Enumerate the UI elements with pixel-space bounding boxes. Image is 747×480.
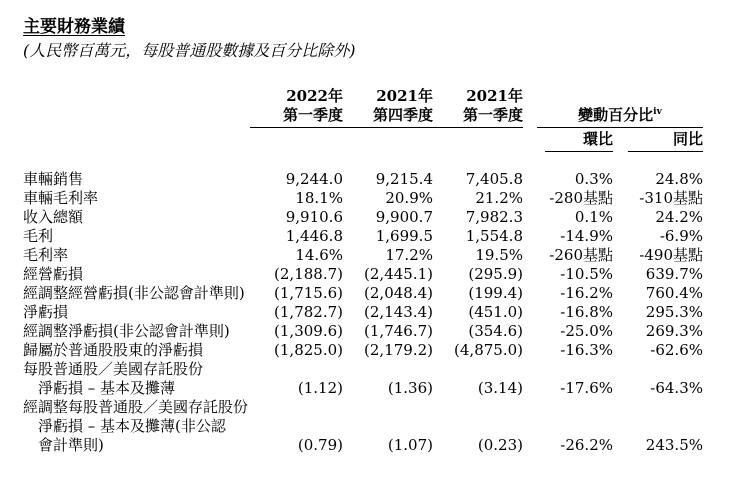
value-2022-q1: (1,782.7)	[274, 303, 343, 321]
value-yoy: -6.9%	[659, 227, 703, 245]
row-label: 收入總額	[23, 208, 84, 226]
value-2021-q1: (0.23)	[477, 436, 523, 454]
value-2021-q1: (354.6)	[468, 322, 523, 340]
value-2022-q1: (1,825.0)	[274, 341, 343, 359]
value-qoq: -16.2%	[560, 284, 613, 302]
header-quarter: 第一季度	[430, 106, 523, 128]
section-subtitle: (人民幣百萬元，每股普通股數據及百分比除外)	[23, 41, 356, 60]
value-2021-q4: (2,445.1)	[364, 265, 433, 283]
table-row	[0, 322, 747, 341]
value-qoq: 0.1%	[574, 208, 613, 226]
row-label: 歸屬於普通股股東的淨虧損	[23, 341, 204, 359]
value-qoq: -16.3%	[560, 341, 613, 359]
value-2021-q1: 21.2%	[475, 189, 523, 207]
table-row	[0, 265, 747, 284]
header-yoy	[620, 130, 703, 152]
value-2022-q1: 18.1%	[295, 189, 343, 207]
value-2021-q4: 1,699.5	[375, 227, 433, 245]
value-2021-q1: 19.5%	[475, 246, 523, 264]
value-yoy: 639.7%	[645, 265, 703, 283]
header-year: 2021年	[466, 87, 523, 105]
value-2021-q4: (2,143.4)	[364, 303, 433, 321]
header-year: 2021年	[376, 87, 433, 105]
row-label: 經調整每股普通股／美國存託股份	[23, 398, 249, 416]
value-qoq: -280基點	[549, 189, 613, 207]
value-2021-q4: (1.36)	[387, 379, 433, 397]
value-2021-q1: (199.4)	[468, 284, 523, 302]
value-yoy: -490基點	[639, 246, 703, 264]
value-2021-q1: 7,405.8	[465, 170, 523, 188]
value-qoq: -10.5%	[560, 265, 613, 283]
header-qoq	[537, 130, 613, 152]
value-2022-q1: 1,446.8	[285, 227, 343, 245]
header-change-percent	[537, 106, 703, 128]
value-2021-q1: (4,875.0)	[454, 341, 523, 359]
row-label: 經調整經營虧損(非公認會計準則)	[23, 284, 245, 302]
table-row	[0, 341, 747, 360]
table-row	[0, 398, 747, 417]
table-row	[0, 208, 747, 227]
row-label: 車輛毛利率	[23, 189, 99, 207]
value-2021-q4: (2,179.2)	[364, 341, 433, 359]
header-2021-q4	[340, 87, 433, 128]
value-2021-q4: (1.07)	[387, 436, 433, 454]
value-2022-q1: (2,188.7)	[274, 265, 343, 283]
value-2022-q1: (0.79)	[297, 436, 343, 454]
header-2022-q1	[250, 87, 343, 128]
header-change-label: 變動百分比	[578, 106, 654, 124]
value-yoy: -62.6%	[650, 341, 703, 359]
row-label: 經營虧損	[23, 265, 84, 283]
row-label: 淨虧損	[23, 303, 69, 321]
value-2021-q4: (1,746.7)	[364, 322, 433, 340]
value-yoy: 24.8%	[655, 170, 703, 188]
value-yoy: -310基點	[639, 189, 703, 207]
footnote-marker: iv	[653, 107, 662, 117]
financial-table	[0, 170, 747, 455]
section-title: 主要財務業績	[23, 17, 125, 37]
row-label: 每股普通股／美國存託股份	[23, 360, 204, 378]
row-label: 車輛銷售	[23, 170, 84, 188]
value-qoq: -25.0%	[560, 322, 613, 340]
value-2022-q1: (1.12)	[297, 379, 343, 397]
value-2021-q4: 9,215.4	[375, 170, 433, 188]
table-row	[0, 303, 747, 322]
row-label: 毛利	[23, 227, 54, 245]
value-qoq: -14.9%	[560, 227, 613, 245]
row-label: 淨虧損 – 基本及攤薄	[38, 379, 176, 397]
row-label: 毛利率	[23, 246, 69, 264]
value-yoy: -64.3%	[650, 379, 703, 397]
value-2022-q1: 14.6%	[295, 246, 343, 264]
header-qoq-label: 環比	[545, 130, 613, 152]
table-row	[0, 360, 747, 379]
header-yoy-label: 同比	[628, 130, 703, 152]
value-2021-q1: (451.0)	[468, 303, 523, 321]
value-2021-q4: 17.2%	[385, 246, 433, 264]
value-yoy: 295.3%	[645, 303, 703, 321]
value-2021-q1: (295.9)	[468, 265, 523, 283]
value-2021-q1: 1,554.8	[465, 227, 523, 245]
header-2021-q1	[430, 87, 523, 128]
value-2022-q1: 9,910.6	[285, 208, 343, 226]
table-row	[0, 284, 747, 303]
value-2022-q1: (1,309.6)	[274, 322, 343, 340]
table-row	[0, 436, 747, 455]
value-2021-q1: (3.14)	[477, 379, 523, 397]
value-2022-q1: (1,715.6)	[274, 284, 343, 302]
value-yoy: 24.2%	[655, 208, 703, 226]
value-yoy: 243.5%	[645, 436, 703, 454]
table-row	[0, 379, 747, 398]
value-qoq: 0.3%	[574, 170, 613, 188]
value-2022-q1: 9,244.0	[285, 170, 343, 188]
value-qoq: -260基點	[549, 246, 613, 264]
value-yoy: 760.4%	[645, 284, 703, 302]
value-2021-q4: 9,900.7	[375, 208, 433, 226]
header-year: 2022年	[286, 87, 343, 105]
table-row	[0, 227, 747, 246]
table-row	[0, 246, 747, 265]
value-qoq: -16.8%	[560, 303, 613, 321]
table-row	[0, 417, 747, 436]
row-label: 淨虧損 – 基本及攤薄(非公認	[38, 417, 226, 435]
header-quarter: 第四季度	[340, 106, 433, 128]
row-label: 經調整淨虧損(非公認會計準則)	[23, 322, 230, 340]
value-qoq: -26.2%	[560, 436, 613, 454]
value-yoy: 269.3%	[645, 322, 703, 340]
header-quarter: 第一季度	[250, 106, 343, 128]
table-row	[0, 170, 747, 189]
value-2021-q1: 7,982.3	[465, 208, 523, 226]
table-row	[0, 189, 747, 208]
value-2021-q4: (2,048.4)	[364, 284, 433, 302]
value-qoq: -17.6%	[560, 379, 613, 397]
value-2021-q4: 20.9%	[385, 189, 433, 207]
row-label: 會計準則)	[38, 436, 104, 454]
